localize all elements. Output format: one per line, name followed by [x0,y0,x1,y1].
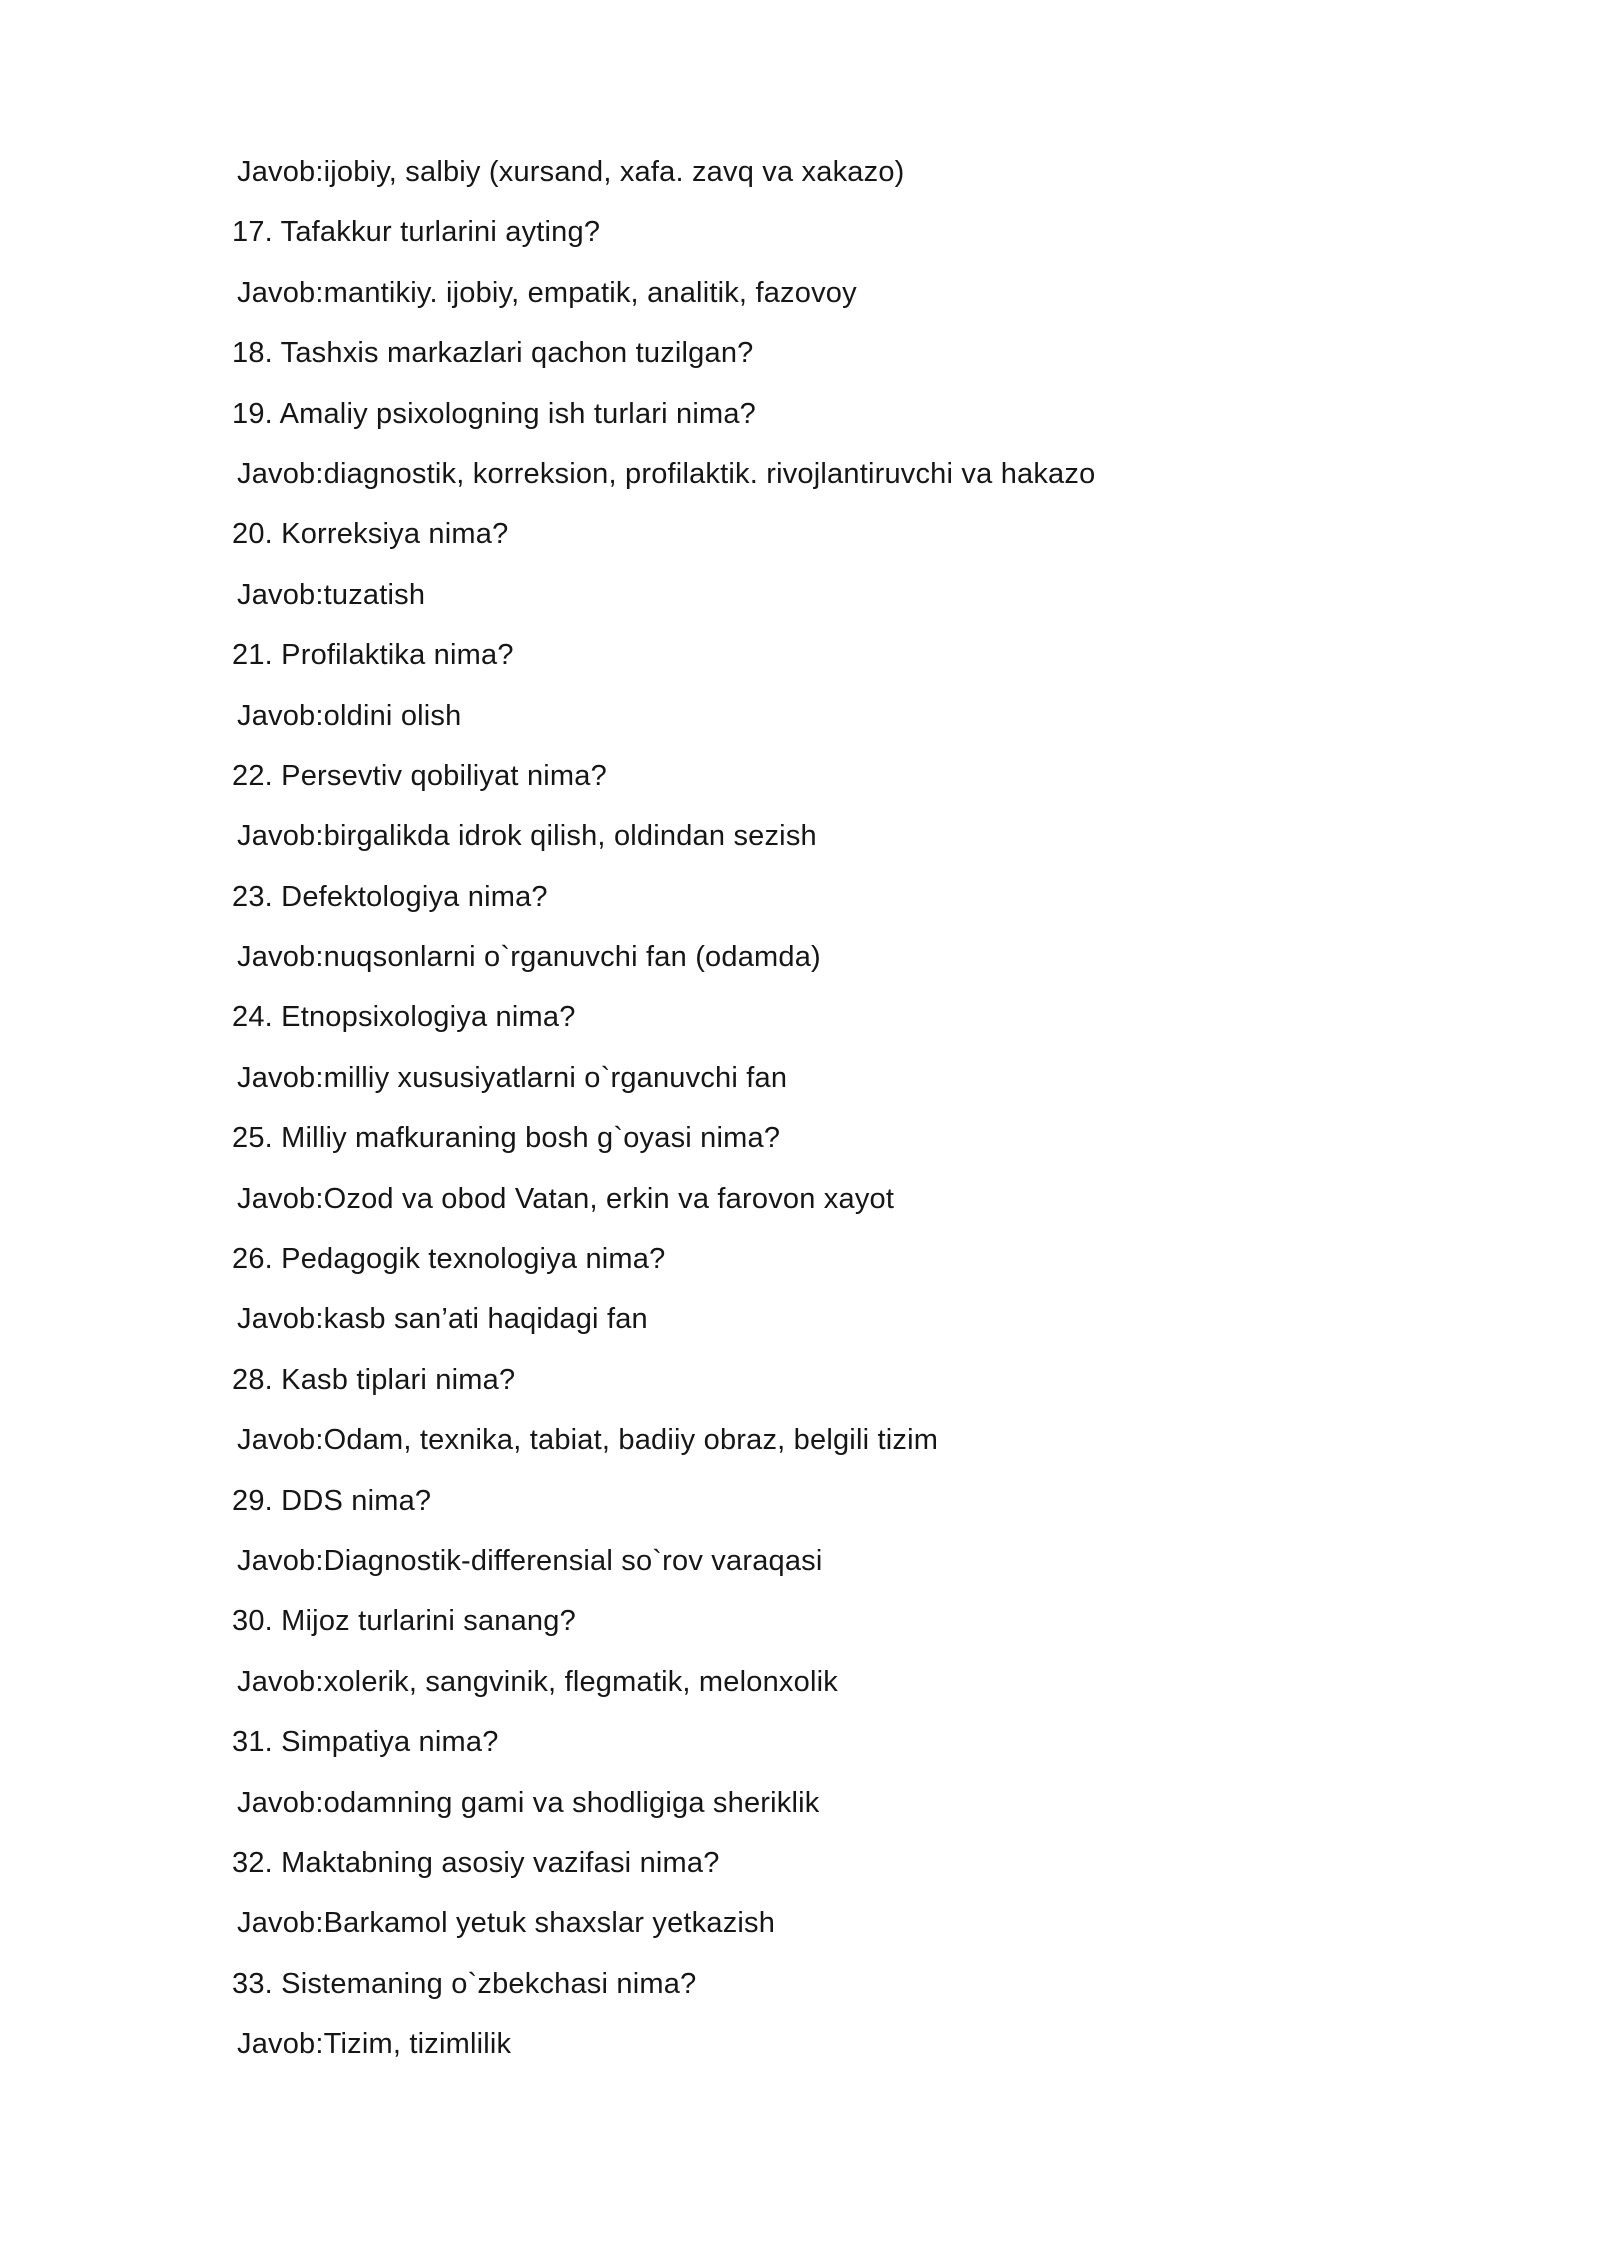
answer-line: Javob:Tizim, tizimlilik [237,2028,512,2061]
answer-line: Javob:Odam, texnika, tabiat, badiiy obraz, belgili tizim [237,1424,939,1457]
answer-line: Javob:mantikiy. ijobiy, empatik, analitik, fazovoy [237,276,857,309]
question-line: 24. Etnopsixologiya nima? [232,1001,576,1034]
question-line: 23. Defektologiya nima? [232,880,548,913]
answer-line: Javob:oldini olish [237,699,462,732]
question-line: 31. Simpatiya nima? [232,1726,499,1759]
answer-line: Javob:Barkamol yetuk shaxslar yetkazish [237,1907,776,1940]
answer-line: Javob:xolerik, sangvinik, flegmatik, melonxolik [237,1665,838,1698]
question-line: 25. Milliy mafkuraning bosh g`oyasi nima? [232,1122,781,1155]
question-line: 18. Tashxis markazlari qachon tuzilgan? [232,337,754,370]
question-line: 32. Maktabning asosiy vazifasi nima? [232,1846,720,1879]
question-line: 21. Profilaktika nima? [232,639,514,672]
question-line: 28. Kasb tiplari nima? [232,1363,516,1396]
question-line: 17. Tafakkur turlarini ayting? [232,216,601,249]
answer-line: Javob:Diagnostik-differensial so`rov varaqasi [237,1544,823,1577]
answer-line: Javob:ijobiy, salbiy (xursand, xafa. zavq va xakazo) [237,156,905,188]
question-line: 20. Korreksiya nima? [232,518,509,551]
question-line: 29. DDS nima? [232,1484,432,1517]
answer-line: Javob:diagnostik, korreksion, profilaktik. rivojlantiruvchi va hakazo [237,457,1096,490]
question-line: 22. Persevtiv qobiliyat nima? [232,759,607,792]
answer-line: Javob:Ozod va obod Vatan, erkin va farovon xayot [237,1182,895,1215]
question-line: 30. Mijoz turlarini sanang? [232,1605,576,1638]
answer-line: Javob:tuzatish [237,578,426,611]
answer-line: Javob:nuqsonlarni o`rganuvchi fan (odamda) [237,941,821,974]
answer-line: Javob:kasb san’ati haqidagi fan [237,1303,648,1336]
question-line: 33. Sistemaning o`zbekchasi nima? [232,1967,697,2000]
answer-line: Javob:birgalikda idrok qilish, oldindan sezish [237,820,817,853]
answer-line: Javob:odamning gami va shodligiga sheriklik [237,1786,820,1819]
question-line: 26. Pedagogik texnologiya nima? [232,1243,666,1276]
question-line: 19. Amaliy psixologning ish turlari nima? [232,397,757,430]
answer-line: Javob:milliy xususiyatlarni o`rganuvchi fan [237,1061,788,1094]
